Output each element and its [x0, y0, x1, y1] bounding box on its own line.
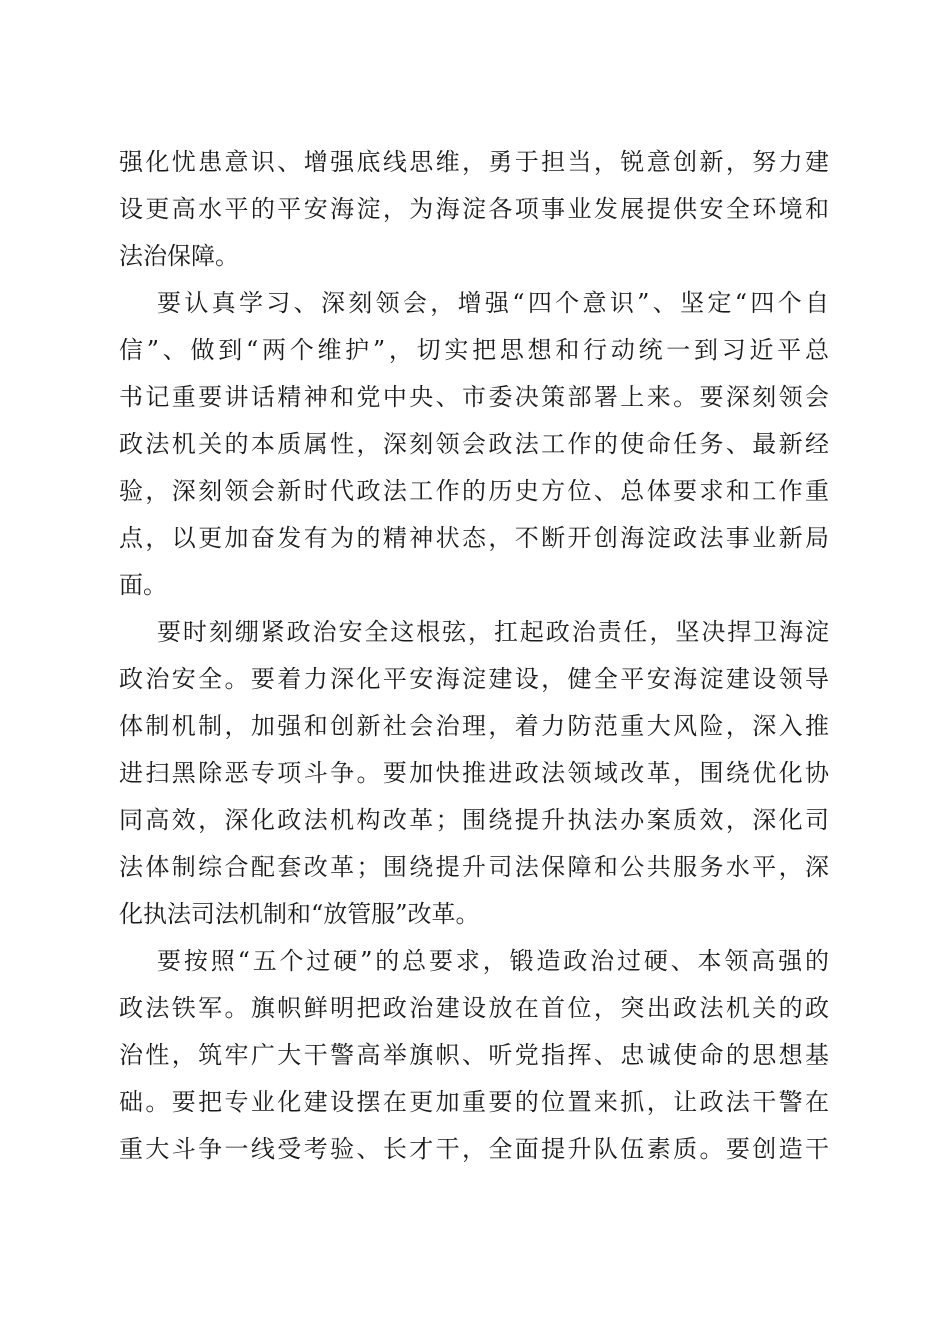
text-line: 强化忧患意识、增强底线思维，勇于担当，锐意创新，努力建: [119, 148, 829, 176]
text-line: 重大斗争一线受考验、长才干，全面提升队伍素质。要创造干: [119, 1135, 829, 1163]
text-line: 点，以更加奋发有为的精神状态，不断开创海淀政法事业新局: [119, 524, 829, 552]
text-line: 书记重要讲话精神和党中央、市委决策部署上来。要深刻领会: [119, 383, 829, 411]
text-line: 要按照“五个过硬”的总要求，锻造政治过硬、本领高强的: [157, 947, 829, 975]
text-line: 础。要把专业化建设摆在更加重要的位置来抓，让政法干警在: [119, 1088, 829, 1116]
text-line: 化执法司法机制和“放管服”改革。: [119, 900, 480, 928]
text-line: 要时刻绷紧政治安全这根弦，扛起政治责任，坚决捍卫海淀: [157, 618, 829, 646]
text-line: 政法机关的本质属性，深刻领会政法工作的使命任务、最新经: [119, 430, 829, 458]
text-line: 体制机制，加强和创新社会治理，着力防范重大风险，深入推: [119, 712, 829, 740]
text-line: 治性，筑牢广大干警高举旗帜、听党指挥、忠诚使命的思想基: [119, 1041, 829, 1069]
document-body-text: [119, 139, 829, 1173]
text-line: 政法铁军。旗帜鲜明把政治建设放在首位，突出政法机关的政: [119, 994, 829, 1022]
text-line: 政治安全。要着力深化平安海淀建设，健全平安海淀建设领导: [119, 665, 829, 693]
text-line: 验，深刻领会新时代政法工作的历史方位、总体要求和工作重: [119, 477, 829, 505]
text-line: 设更高水平的平安海淀，为海淀各项事业发展提供安全环境和: [119, 195, 829, 223]
text-line: 同高效，深化政法机构改革；围绕提升执法办案质效，深化司: [119, 806, 829, 834]
text-line: 要认真学习、深刻领会，增强“四个意识”、坚定“四个自: [157, 289, 829, 317]
text-line: 法治保障。: [119, 242, 239, 270]
text-line: 面。: [119, 571, 167, 599]
text-line: 信”、做到“两个维护”，切实把思想和行动统一到习近平总: [119, 336, 829, 364]
text-line: 法体制综合配套改革；围绕提升司法保障和公共服务水平，深: [119, 853, 829, 881]
text-line: 进扫黑除恶专项斗争。要加快推进政法领域改革，围绕优化协: [119, 759, 829, 787]
